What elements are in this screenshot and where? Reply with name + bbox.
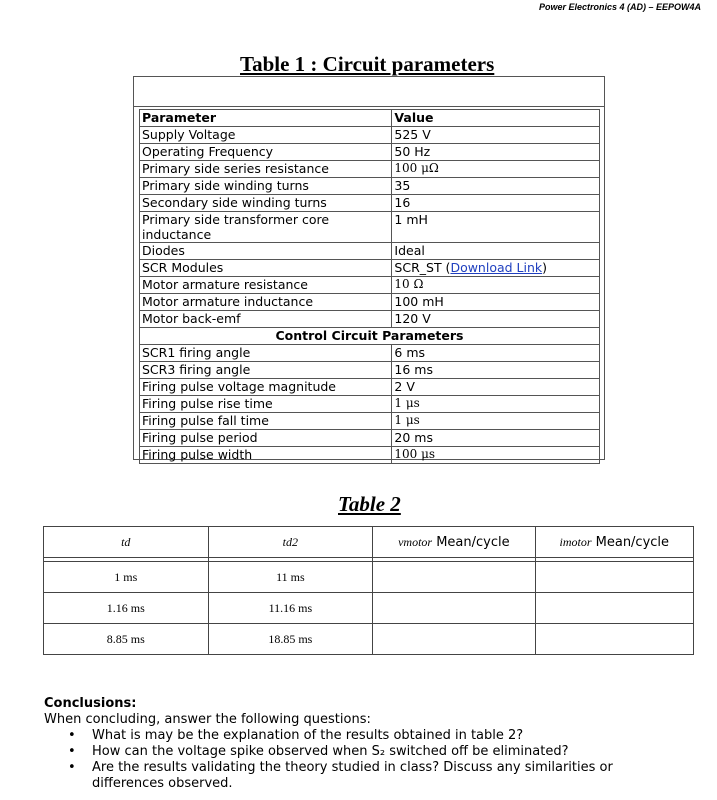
table-header-row: [44, 527, 694, 558]
list-item: • What is may be the explanation of the results obtained in table 2?: [92, 728, 684, 744]
vmotor-cell[interactable]: [373, 624, 535, 655]
td2-cell: 11.16 ms: [208, 593, 373, 624]
circuit-parameters-table: [139, 109, 600, 464]
table-row: [140, 294, 600, 311]
table-row: [44, 593, 694, 624]
table-row: [140, 362, 600, 379]
control-circuit-section-title: Control Circuit Parameters: [140, 328, 600, 345]
param-cell: Motor back-emf: [140, 311, 392, 328]
table-row: [140, 212, 600, 243]
param-cell: Operating Frequency: [140, 144, 392, 161]
value-text: SCR_ST (: [394, 260, 451, 275]
param-cell: SCR Modules: [140, 260, 392, 277]
value-cell: 50 Hz: [392, 144, 600, 161]
download-link[interactable]: Download Link: [450, 260, 543, 275]
table-row: [140, 396, 600, 413]
table-row: [140, 447, 600, 464]
param-cell: Primary side series resistance: [140, 161, 392, 178]
param-cell: Firing pulse fall time: [140, 413, 392, 430]
value-cell: 16 ms: [392, 362, 600, 379]
value-suffix: ): [542, 260, 548, 275]
list-item: • How can the voltage spike observed when S₂ switched off be eliminated?: [92, 744, 684, 760]
vmotor-label: Mean/cycle: [432, 534, 510, 550]
value-cell: 6 ms: [392, 345, 600, 362]
table-header-row: [140, 110, 600, 127]
value-cell: 16: [392, 195, 600, 212]
param-cell: SCR3 firing angle: [140, 362, 392, 379]
column-header-vmotor: [373, 527, 535, 558]
imotor-cell[interactable]: [535, 593, 693, 624]
page-header: Power Electronics 4 (AD) – EEPOW4A: [538, 2, 701, 12]
imotor-cell[interactable]: [535, 562, 693, 593]
param-cell: Diodes: [140, 243, 392, 260]
param-cell: Motor armature resistance: [140, 277, 392, 294]
conclusions-section: [44, 696, 684, 792]
value-cell: 1 mH: [392, 212, 600, 243]
table1-frame: [133, 76, 605, 460]
table-row: [140, 311, 600, 328]
td-cell: 8.85 ms: [44, 624, 209, 655]
value-cell: 1 μs: [392, 413, 600, 430]
td-cell: 1.16 ms: [44, 593, 209, 624]
value-cell: 2 V: [392, 379, 600, 396]
value-cell: 100 μs: [392, 447, 600, 464]
column-header-parameter: Parameter: [140, 110, 392, 127]
param-cell: Primary side winding turns: [140, 178, 392, 195]
table-row: [44, 562, 694, 593]
param-cell: Firing pulse width: [140, 447, 392, 464]
param-cell: Firing pulse voltage magnitude: [140, 379, 392, 396]
column-header-imotor: [535, 527, 693, 558]
conclusions-list: [44, 728, 684, 792]
table-row: [140, 243, 600, 260]
param-cell: Supply Voltage: [140, 127, 392, 144]
list-item: • Are the results validating the theory studied in class? Discuss any similarities or differences observed.: [92, 760, 684, 792]
section-row: [140, 328, 600, 345]
value-cell: 100 mH: [392, 294, 600, 311]
table1-title: Table 1 : Circuit parameters: [240, 52, 495, 76]
table2-title: Table 2: [338, 492, 401, 516]
imotor-cell[interactable]: [535, 624, 693, 655]
results-table: [43, 526, 694, 655]
param-cell: Firing pulse period: [140, 430, 392, 447]
table-row: [140, 260, 600, 277]
table-row: [140, 178, 600, 195]
table-row: [140, 345, 600, 362]
imotor-symbol: imotor: [559, 534, 592, 549]
vmotor-cell[interactable]: [373, 562, 535, 593]
value-cell: 35: [392, 178, 600, 195]
value-cell: 1 μs: [392, 396, 600, 413]
value-cell: 120 V: [392, 311, 600, 328]
table-row: [140, 413, 600, 430]
table-row: [140, 144, 600, 161]
value-cell: Ideal: [392, 243, 600, 260]
table-row: [140, 127, 600, 144]
param-cell: Firing pulse rise time: [140, 396, 392, 413]
value-cell: 100 μΩ: [392, 161, 600, 178]
table-row: [140, 379, 600, 396]
column-header-value: Value: [392, 110, 600, 127]
column-header-td2: td2: [208, 527, 373, 558]
imotor-label: Mean/cycle: [591, 534, 670, 550]
param-cell: Secondary side winding turns: [140, 195, 392, 212]
table-row: [140, 161, 600, 178]
td2-cell: 18.85 ms: [208, 624, 373, 655]
table-row: [44, 624, 694, 655]
vmotor-symbol: vmotor: [398, 534, 433, 549]
vmotor-cell[interactable]: [373, 593, 535, 624]
td-cell: 1 ms: [44, 562, 209, 593]
table-row: [140, 195, 600, 212]
conclusions-intro: When concluding, answer the following questions:: [44, 712, 371, 727]
param-cell: Primary side transformer core inductance: [140, 212, 392, 243]
table-row: [140, 277, 600, 294]
param-cell: Motor armature inductance: [140, 294, 392, 311]
conclusions-heading: Conclusions:: [44, 696, 137, 711]
table1-empty-header-cell: [134, 77, 604, 107]
td2-cell: 11 ms: [208, 562, 373, 593]
table-row: [140, 430, 600, 447]
value-cell: [392, 260, 600, 277]
value-cell: 525 V: [392, 127, 600, 144]
column-header-td: td: [44, 527, 209, 558]
value-cell: 10 Ω: [392, 277, 600, 294]
value-cell: 20 ms: [392, 430, 600, 447]
param-cell: SCR1 firing angle: [140, 345, 392, 362]
